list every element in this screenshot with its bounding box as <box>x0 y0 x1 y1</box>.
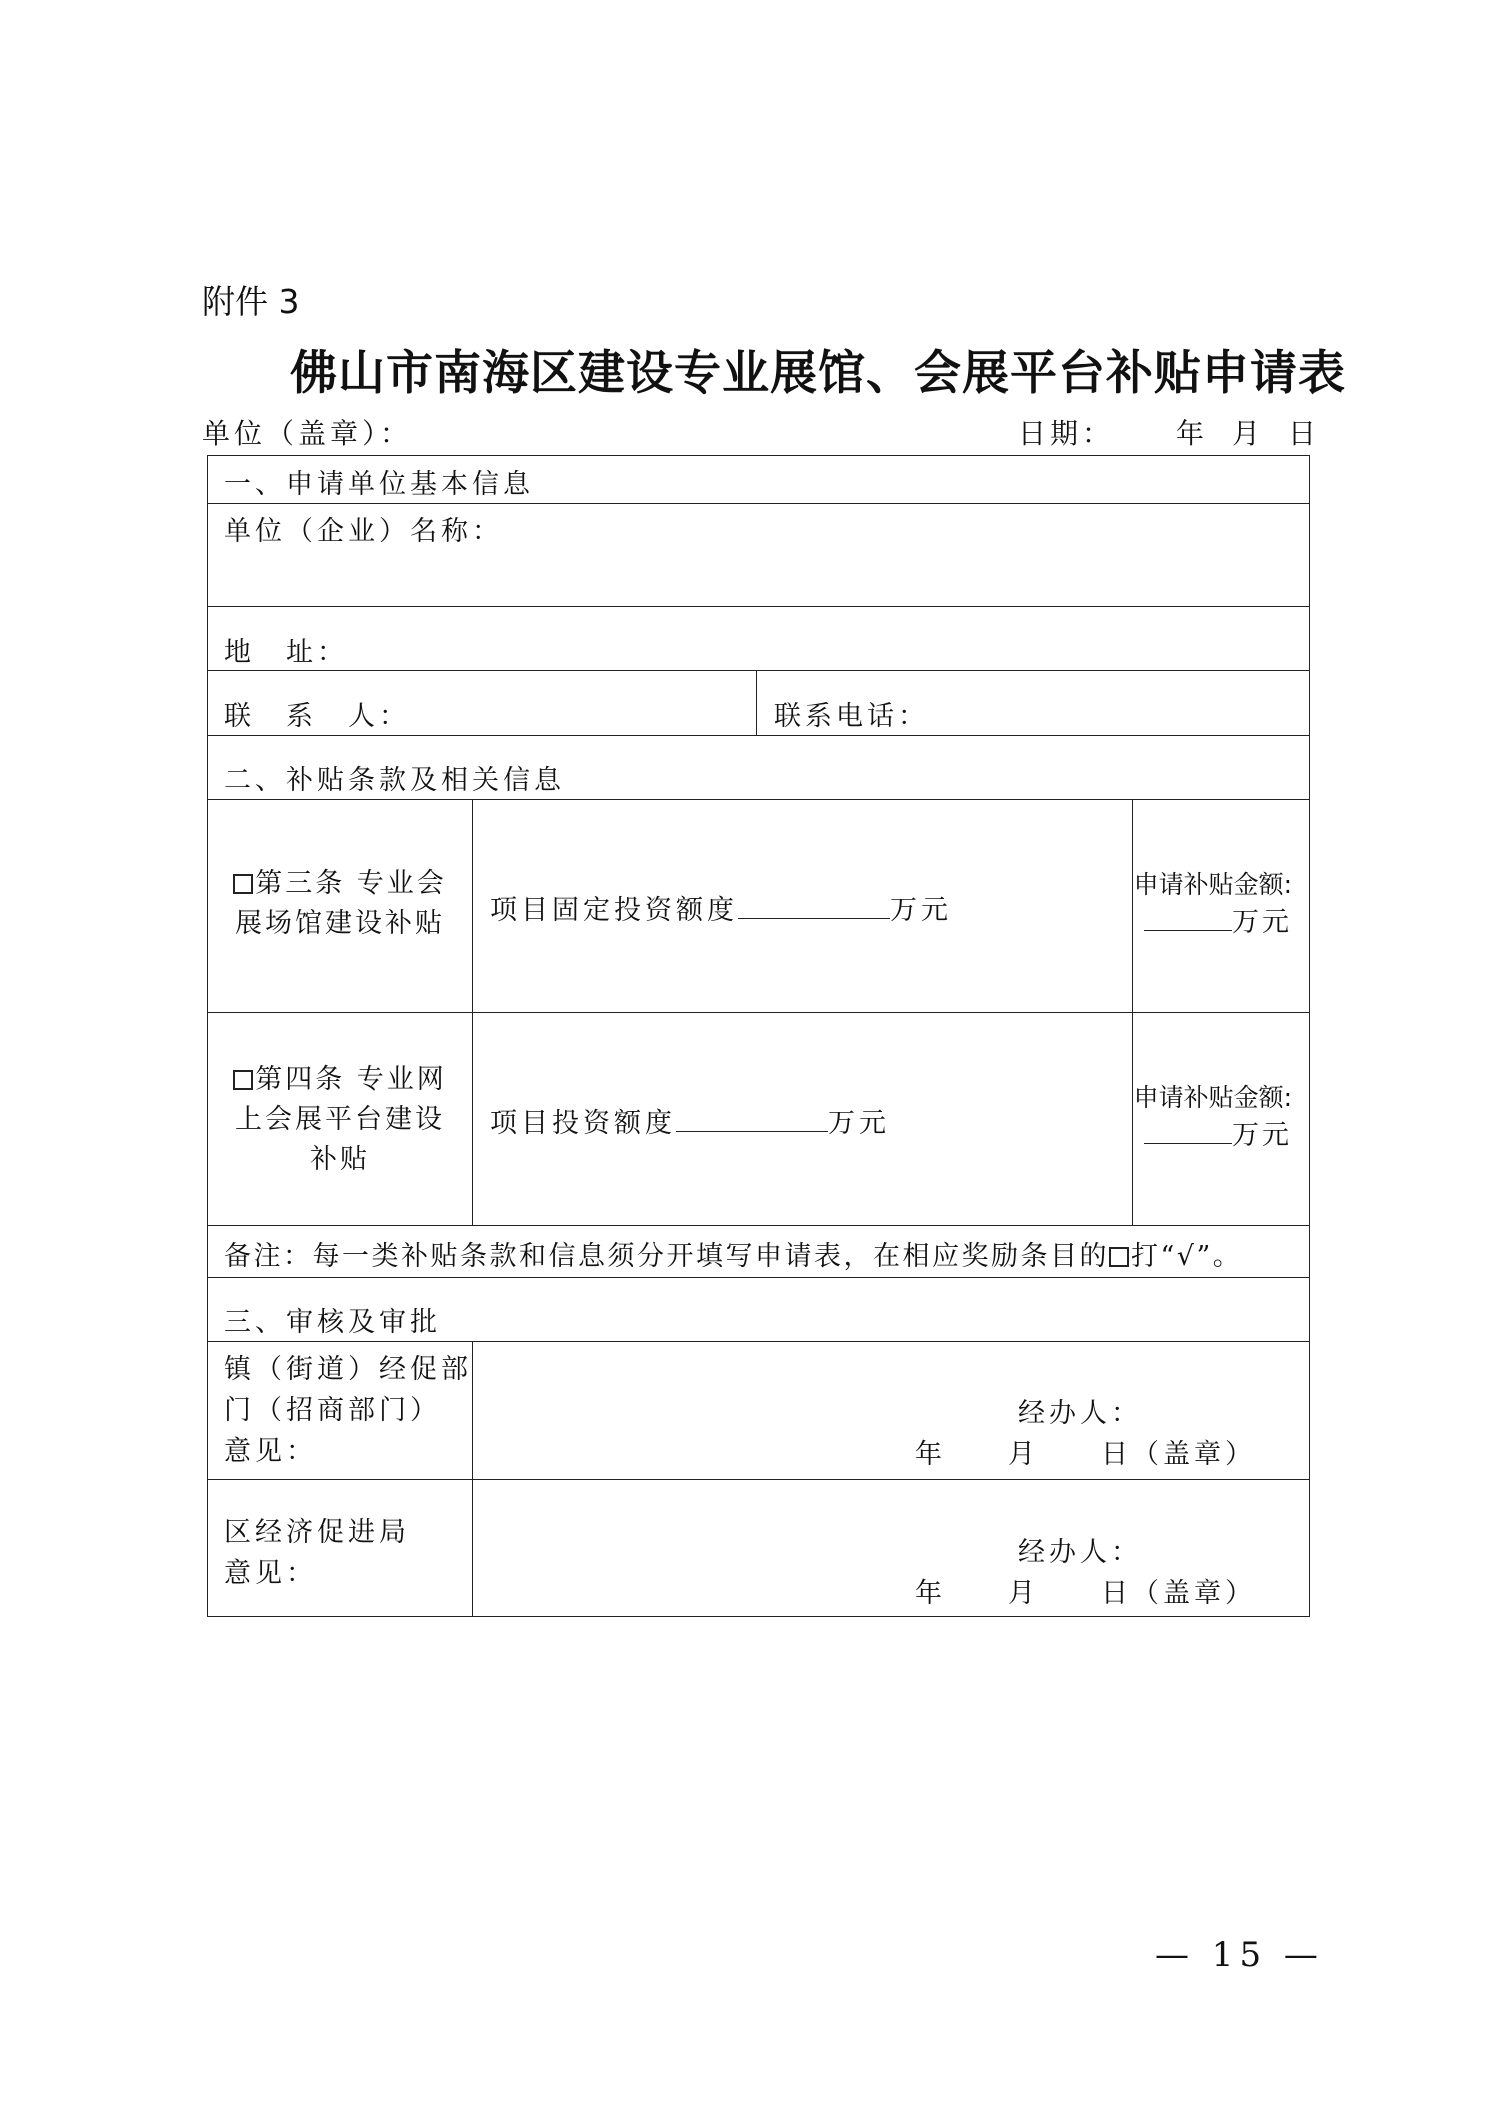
clause4-checkbox[interactable] <box>233 1070 253 1090</box>
clause3-investment-field[interactable]: 项目固定投资额度 万元 <box>490 895 952 926</box>
unit-stamp-label: 单位（盖章）： <box>202 417 413 450</box>
district-date-stamp[interactable]: 年 月 日（盖章） <box>915 1578 1256 1609</box>
clause4-name: 第四条 专业网 上会展平台建设 补贴 <box>235 1064 447 1175</box>
contact-person-field[interactable]: 联 系 人： <box>224 701 410 732</box>
date-day: 日 <box>1288 417 1321 450</box>
company-name-field[interactable]: 单位（企业）名称： <box>224 516 503 547</box>
note-text: 备注：每一类补贴条款和信息须分开填写申请表，在相应奖励条目的 打“√”。 <box>224 1241 1243 1272</box>
district-opinion-label: 区经济促进局 意见： <box>224 1517 410 1589</box>
date-label: 日期： <box>1018 417 1115 450</box>
address-field[interactable]: 地 址： <box>224 637 348 668</box>
form-title: 佛山市南海区建设专业展馆、会展平台补贴申请表 <box>290 346 1346 401</box>
clause3-amount-field[interactable]: 申请补贴金额: 万元 <box>1133 870 1292 938</box>
town-date-stamp[interactable]: 年 月 日（盖章） <box>915 1439 1256 1470</box>
clause3-name: 第三条 专业会 展场馆建设补贴 <box>235 868 447 939</box>
date-year: 年 <box>1176 417 1209 450</box>
clause4-amount-field[interactable]: 申请补贴金额: 万元 <box>1133 1083 1292 1151</box>
town-handler-label[interactable]: 经办人： <box>1018 1398 1142 1429</box>
section2-heading: 二、补贴条款及相关信息 <box>224 765 565 796</box>
date-field <box>1018 412 1320 452</box>
clause3-checkbox[interactable] <box>233 874 253 894</box>
application-form-table <box>207 455 1310 1617</box>
section3-heading: 三、审核及审批 <box>224 1307 441 1338</box>
note-checkbox-symbol <box>1109 1247 1129 1267</box>
page-number: — 15 — <box>1155 1935 1324 1975</box>
section1-heading: 一、申请单位基本信息 <box>224 469 534 500</box>
attachment-label: 附件 3 <box>202 282 300 321</box>
town-opinion-label: 镇（街道）经促部 门（招商部门） 意见： <box>224 1354 472 1467</box>
date-month: 月 <box>1232 417 1265 450</box>
contact-phone-field[interactable]: 联系电话： <box>774 701 929 732</box>
district-handler-label[interactable]: 经办人： <box>1018 1537 1142 1568</box>
clause4-investment-field[interactable]: 项目投资额度 万元 <box>490 1108 890 1139</box>
